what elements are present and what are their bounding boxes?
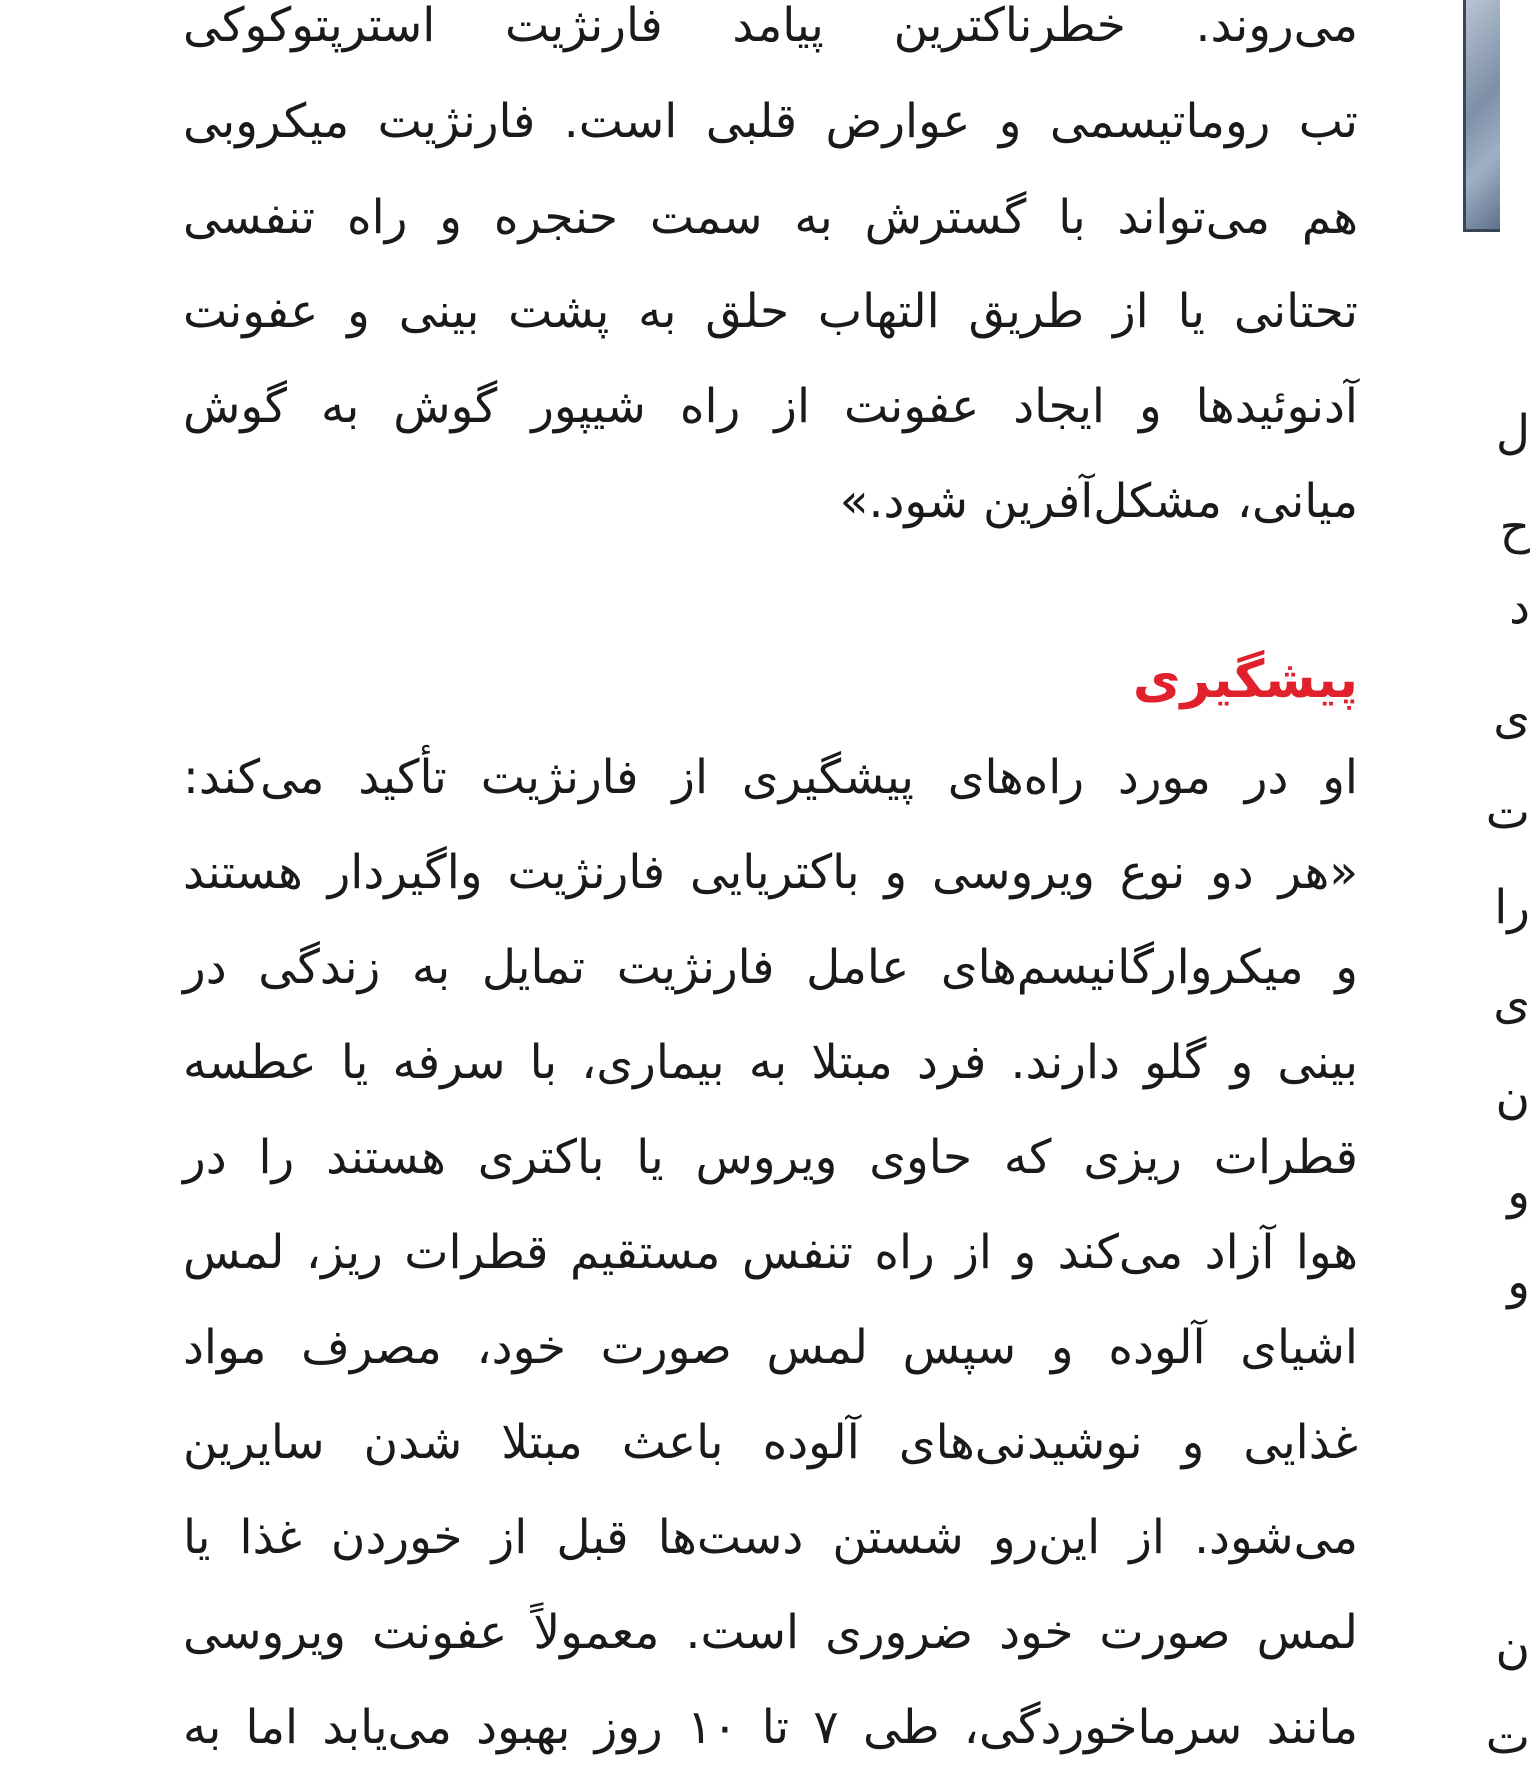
adjacent-column-edge <box>1462 0 1530 1765</box>
section-heading: پیشگیری <box>1132 650 1358 710</box>
body-line: غذایی و نوشیدنی‌های آلوده باعث مبتلا شدن سایرین <box>183 1415 1358 1470</box>
adjacent-column-fragment: ن <box>1495 1070 1530 1125</box>
body-line: مانند سرماخوردگی، طی ۷ تا ۱۰ روز بهبود می‌یابد اما به <box>183 1700 1359 1755</box>
body-line: می‌روند. خطرناکترین پیامد فارنژیت استرپتوکوکی <box>183 0 1358 53</box>
adjacent-column-fragment: د <box>1509 580 1530 635</box>
body-line: لمس صورت خود ضروری است. معمولاً عفونت ویروسی <box>183 1605 1358 1660</box>
body-line: میانی، مشکل‌آفرین شود.» <box>839 474 1358 529</box>
body-line: بینی و گلو دارند. فرد مبتلا به بیماری، با سرفه یا عطسه <box>183 1035 1358 1090</box>
adjacent-column-fragment: ت <box>1485 785 1530 840</box>
adjacent-column-fragment: ن <box>1495 1620 1530 1675</box>
adjacent-column-fragment: ی <box>1493 690 1530 745</box>
body-line: اشیای آلوده و سپس لمس صورت خود، مصرف مواد <box>183 1320 1358 1375</box>
body-line: و میکروارگانیسم‌های عامل فارنژیت تمایل به زندگی در <box>183 940 1358 995</box>
body-line: می‌شود. از این‌رو شستن دست‌ها قبل از خوردن غذا یا <box>183 1510 1358 1565</box>
body-line: او در مورد راه‌های پیشگیری از فارنژیت تأکید می‌کند: <box>183 750 1358 805</box>
body-line: «هر دو نوع ویروسی و باکتریایی فارنژیت واگیردار هستند <box>183 845 1358 900</box>
body-line: قطرات ریزی که حاوی ویروس یا باکتری هستند را در <box>183 1130 1358 1185</box>
adjacent-column-fragment: را <box>1494 880 1530 935</box>
adjacent-photo <box>1463 0 1500 232</box>
body-line: آدنوئیدها و ایجاد عفونت از راه شیپور گوش به گوش <box>183 379 1358 434</box>
adjacent-column-fragment: ح <box>1499 500 1530 555</box>
adjacent-column-fragment: ی <box>1493 975 1530 1030</box>
adjacent-column-fragment: ت <box>1485 1710 1530 1765</box>
body-line: تحتانی یا از طریق التهاب حلق به پشت بینی و عفونت <box>183 284 1358 339</box>
body-line: هم می‌تواند با گسترش به سمت حنجره و راه تنفسی <box>183 190 1358 245</box>
adjacent-column-fragment: و <box>1507 1255 1530 1310</box>
body-line: هوا آزاد می‌کند و از راه تنفس مستقیم قطرات ریز، لمس <box>183 1225 1358 1280</box>
adjacent-column-fragment: ل <box>1495 405 1530 460</box>
adjacent-column-fragment: و <box>1507 1165 1530 1220</box>
body-line: تب روماتیسمی و عوارض قلبی است. فارنژیت میکروبی <box>183 94 1358 149</box>
